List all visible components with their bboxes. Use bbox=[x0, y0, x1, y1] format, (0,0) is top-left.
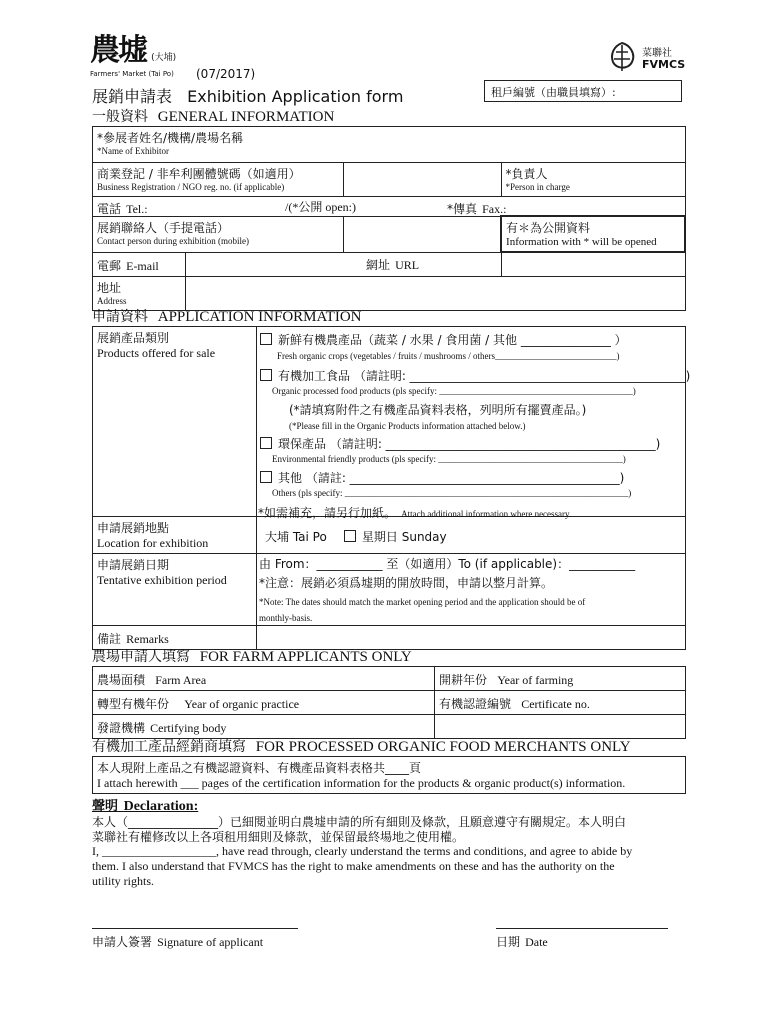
form-date-code: (07/2017) bbox=[196, 67, 256, 81]
certifying-body-extra[interactable] bbox=[435, 715, 686, 739]
business-registration-label: 商業登記 / 非牟利團體號碼（如適用） Business Registration / NGO reg. no. (if applicable) bbox=[93, 163, 344, 197]
merchant-table bbox=[92, 756, 686, 794]
organic-practice-year-field[interactable]: 轉型有機年份 Year of organic practice bbox=[93, 691, 435, 715]
certifying-body-field[interactable]: 發證機構 Certifying body bbox=[93, 715, 435, 739]
period-field[interactable]: 由 From：___________ 至（如適用）To (if applicable)：___________ *注意：展銷必須爲墟期的開放時間，申請以整月計算。 *Note: The dates should match the market opening period and the application should be of monthly-basis. bbox=[257, 554, 686, 626]
signature-label: 申請人簽署 Signature of applicant bbox=[92, 935, 264, 949]
address-label: 地址 Address bbox=[93, 276, 186, 310]
application-heading: 申請資料 APPLICATION INFORMATION bbox=[92, 309, 362, 325]
exhibition-contact-field[interactable] bbox=[344, 216, 502, 252]
person-in-charge-field[interactable]: *負責人 *Person in charge bbox=[501, 163, 685, 197]
exhibition-contact-label: 展銷聯絡人（手提電話） Contact person during exhibition (mobile) bbox=[93, 216, 344, 252]
declaration-en-line1: I, ___________________, have read through, clearly understand the terms and conditions, and agree to abide by bbox=[92, 844, 633, 858]
products-options: 新鮮有機農產品（蔬菜 / 水果 / 食用菌 / 其他 _______________ ） Fresh organic crops (vegetables / fruits / mushrooms / others___________________________) 有機加工食品 （請註明: ______________________________________________) Organic processed food products (pls specify: ___________________________________________) (*請填寫附件之有機產品資料表格，列明所有擺賣產品。) (*Please fill in the Organic Products information attached below.) 環保產品 （請註明: _____________________________________________) Environmental friendly products (pls specify: _________________________________________) 其他 （請註: _____________________________________________) Others (pls specify: _______________________________________________________________) *如需補充，請另行加紙。 Attach additional information where necessary. bbox=[257, 327, 686, 517]
form-title bbox=[92, 84, 403, 107]
email-field[interactable]: 網址 URL bbox=[186, 252, 502, 276]
option-processed-food[interactable]: 有機加工食品 （請註明: ______________________________________________) bbox=[260, 367, 690, 384]
declaration-zh-line1: 本人（_______________）已細閱並明白農墟申請的所有細則及條款，且願意遵守有關規定。本人明白 bbox=[92, 815, 627, 829]
date-line[interactable] bbox=[496, 928, 668, 929]
logo-subtitle: (大埔) bbox=[151, 53, 177, 63]
exhibitor-name-field[interactable]: *參展者姓名/機構/農場名稱 *Name of Exhibitor bbox=[93, 127, 686, 163]
business-registration-field[interactable] bbox=[344, 163, 502, 197]
year-of-farming-field[interactable]: 開耕年份 Year of farming bbox=[435, 667, 686, 691]
fresh-crops-checkbox[interactable] bbox=[260, 333, 272, 345]
merchant-attachment-field[interactable]: 本人現附上產品之有機認證資料、有機產品資料表格共____頁 I attach herewith ___ pages of the certification information for the products & organic product(s) information. bbox=[93, 757, 686, 794]
vegetable-icon bbox=[606, 40, 638, 74]
sunday-checkbox[interactable] bbox=[344, 530, 356, 542]
period-label: 申請展銷日期 Tentative exhibition period bbox=[93, 554, 257, 626]
stall-number-box[interactable] bbox=[484, 80, 682, 102]
fvmcs-logo bbox=[606, 40, 686, 76]
products-label: 展銷產品類別 Products offered for sale bbox=[93, 327, 257, 517]
public-info-note: 有＊為公開資料 Information with * will be opened bbox=[501, 216, 685, 252]
farm-table bbox=[92, 666, 686, 739]
location-label: 申請展銷地點 Location for exhibition bbox=[93, 517, 257, 554]
general-info-table bbox=[92, 126, 686, 311]
general-heading: 一般資料 GENERAL INFORMATION bbox=[92, 109, 335, 125]
url-field[interactable] bbox=[501, 252, 685, 276]
stall-number-label: 租戶編號（由職員填寫）: bbox=[491, 86, 616, 99]
declaration-zh-line2: 菜聯社有權修改以上各項租用細則及條款，並保留最終場地之使用權。 bbox=[92, 830, 465, 844]
declaration-heading: 聲明 Declaration: bbox=[92, 799, 199, 814]
title-zh: 展銷申請表 bbox=[92, 87, 173, 106]
logo-title: 農墟 bbox=[90, 33, 146, 68]
org-name-zh: 菜聯社 bbox=[642, 48, 672, 59]
declaration-en-line3: utility rights. bbox=[92, 874, 155, 888]
telephone-fax-row[interactable]: 電話 Tel.: /(*公開 open:) *傳真 Fax.: bbox=[93, 197, 686, 217]
option-fresh-crops[interactable]: 新鮮有機農產品（蔬菜 / 水果 / 食用菌 / 其他 _______________ ） bbox=[260, 331, 627, 348]
farmers-market-logo bbox=[90, 33, 185, 80]
signature-line[interactable] bbox=[92, 928, 298, 929]
merchant-heading: 有機加工產品經銷商填寫 FOR PROCESSED ORGANIC FOOD MERCHANTS ONLY bbox=[92, 739, 631, 755]
others-checkbox[interactable] bbox=[260, 471, 272, 483]
farm-heading: 農場申請人填寫 FOR FARM APPLICANTS ONLY bbox=[92, 649, 412, 665]
processed-food-checkbox[interactable] bbox=[260, 369, 272, 381]
application-table bbox=[92, 326, 691, 650]
remarks-label: 備註 Remarks bbox=[93, 626, 257, 650]
email-label: 電郵 E-mail bbox=[93, 252, 186, 276]
org-name-en: FVMCS bbox=[642, 58, 686, 71]
location-options: 大埔 Tai Po 星期日 Sunday bbox=[257, 517, 686, 554]
declaration-en-line2: them. I also understand that FVMCS has the right to make amendments on these and has the authority on the bbox=[92, 859, 615, 873]
logo-english: Farmers' Market (Tai Po) bbox=[90, 70, 174, 78]
certificate-number-field[interactable]: 有機認證編號 Certificate no. bbox=[435, 691, 686, 715]
address-field[interactable] bbox=[186, 276, 686, 310]
farm-area-field[interactable]: 農場面積 Farm Area bbox=[93, 667, 435, 691]
date-label: 日期 Date bbox=[496, 935, 548, 949]
option-others[interactable]: 其他 （請註: _____________________________________________) bbox=[260, 469, 624, 486]
title-en: Exhibition Application form bbox=[187, 87, 404, 106]
option-eco-products[interactable]: 環保產品 （請註明: _____________________________________________) bbox=[260, 435, 660, 452]
eco-products-checkbox[interactable] bbox=[260, 437, 272, 449]
